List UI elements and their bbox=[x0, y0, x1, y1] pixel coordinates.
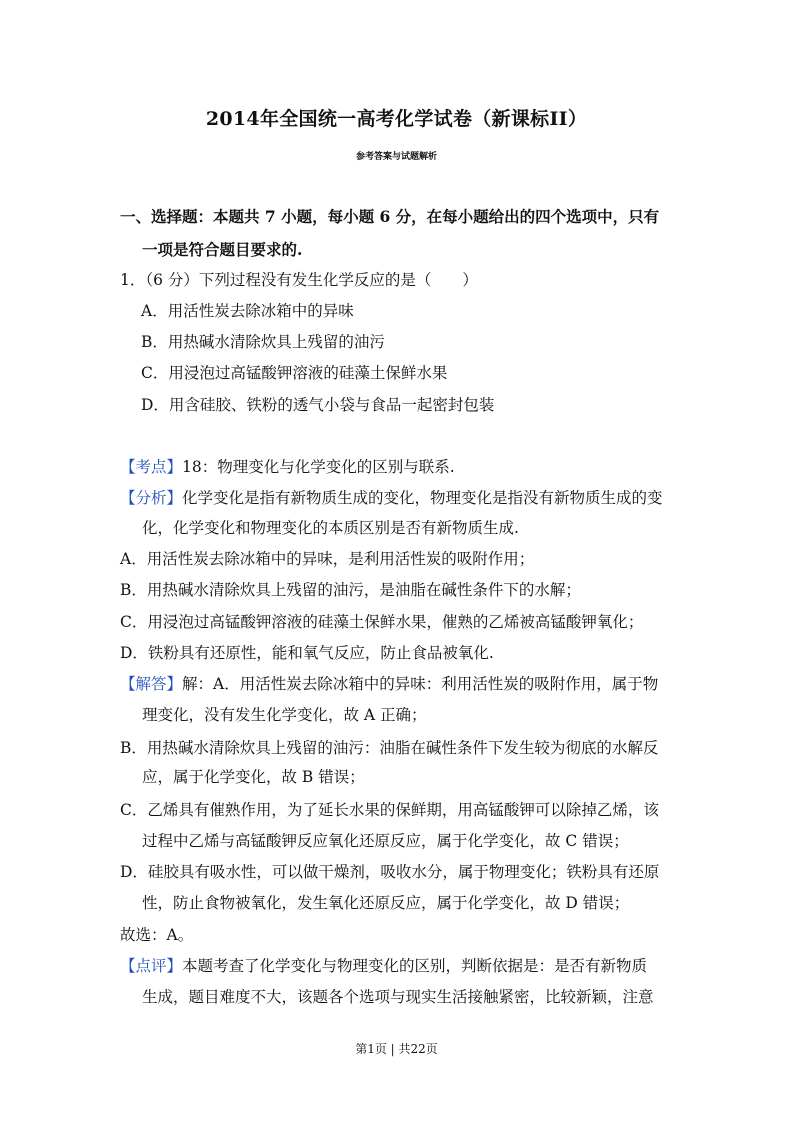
jieda-text: 解：A．用活性炭去除冰箱中的异味：利用活性炭的吸附作用，属于物 bbox=[182, 675, 659, 693]
answer-line: 故选：A。 bbox=[120, 926, 194, 944]
fenxi-line2: 化，化学变化和物理变化的本质区别是否有新物质生成. bbox=[142, 519, 519, 537]
page-subtitle: 参考答案与试题解析 bbox=[355, 152, 437, 162]
option-c: C．用浸泡过高锰酸钾溶液的硅藻土保鲜水果 bbox=[141, 364, 448, 382]
fenxi-text: 化学变化是指有新物质生成的变化，物理变化是指没有新物质生成的变 bbox=[182, 489, 663, 507]
page-title: 2014年全国统一高考化学试卷（新课标II） bbox=[205, 108, 588, 130]
dianping-tag: 【点评】 bbox=[120, 957, 183, 975]
section-heading-line1: 一、选择题：本题共 7 小题，每小题 6 分，在每小题给出的四个选项中，只有 bbox=[120, 207, 660, 226]
jieda-c-line1: C．乙烯具有催熟作用，为了延长水果的保鲜期，用高锰酸钾可以除掉乙烯，该 bbox=[120, 801, 659, 819]
jieda-c-line2: 过程中乙烯与高锰酸钾反应氧化还原反应，属于化学变化，故 C 错误； bbox=[142, 832, 629, 850]
option-b: B．用热碱水清除炊具上残留的油污 bbox=[141, 333, 385, 351]
fenxi-line1 bbox=[120, 486, 663, 508]
option-d: D．用含硅胶、铁粉的透气小袋与食品一起密封包装 bbox=[141, 396, 495, 414]
jieda-d-line2: 性，防止食物被氧化，发生氧化还原反应，属于化学变化，故 D 错误； bbox=[142, 894, 630, 912]
jieda-b-line2: 应，属于化学变化，故 B 错误； bbox=[142, 768, 365, 786]
fenxi-item-a: A．用活性炭去除冰箱中的异味，是利用活性炭的吸附作用； bbox=[120, 550, 535, 568]
dianping-line2: 生成，题目难度不大，该题各个选项与现实生活接触紧密，比较新颖，注意 bbox=[142, 988, 654, 1006]
jieda-line1 bbox=[120, 672, 658, 694]
dianping-text: 本题考查了化学变化与物理变化的区别，判断依据是：是否有新物质 bbox=[182, 957, 648, 975]
kaodian-line bbox=[120, 455, 455, 477]
dianping-line1 bbox=[120, 954, 647, 976]
fenxi-tag: 【分析】 bbox=[120, 489, 183, 507]
fenxi-item-c: C．用浸泡过高锰酸钾溶液的硅藻土保鲜水果，催熟的乙烯被高锰酸钾氧化； bbox=[120, 613, 644, 631]
fenxi-item-d: D．铁粉具有还原性，能和氧气反应，防止食品被氧化. bbox=[120, 644, 494, 662]
section-heading-line2: 一项是符合题目要求的. bbox=[142, 240, 303, 259]
jieda-b-line1: B．用热碱水清除炊具上残留的油污：油脂在碱性条件下发生较为彻底的水解反 bbox=[120, 739, 659, 757]
option-a: A．用活性炭去除冰箱中的异味 bbox=[141, 302, 354, 320]
question-text: 1．（6 分）下列过程没有发生化学反应的是（ ） bbox=[120, 271, 478, 289]
fenxi-item-b: B．用热碱水清除炊具上残留的油污，是油脂在碱性条件下的水解； bbox=[120, 581, 581, 599]
kaodian-text: 18：物理变化与化学变化的区别与联系. bbox=[182, 458, 455, 476]
jieda-d-line1: D．硅胶具有吸水性，可以做干燥剂，吸收水分，属于物理变化；铁粉具有还原 bbox=[120, 863, 660, 881]
jieda-line2: 理变化，没有发生化学变化，故 A 正确； bbox=[142, 706, 427, 724]
jieda-tag: 【解答】 bbox=[120, 675, 183, 693]
page-footer: 第1页 | 共22页 bbox=[355, 1042, 438, 1056]
kaodian-tag: 【考点】 bbox=[120, 458, 183, 476]
